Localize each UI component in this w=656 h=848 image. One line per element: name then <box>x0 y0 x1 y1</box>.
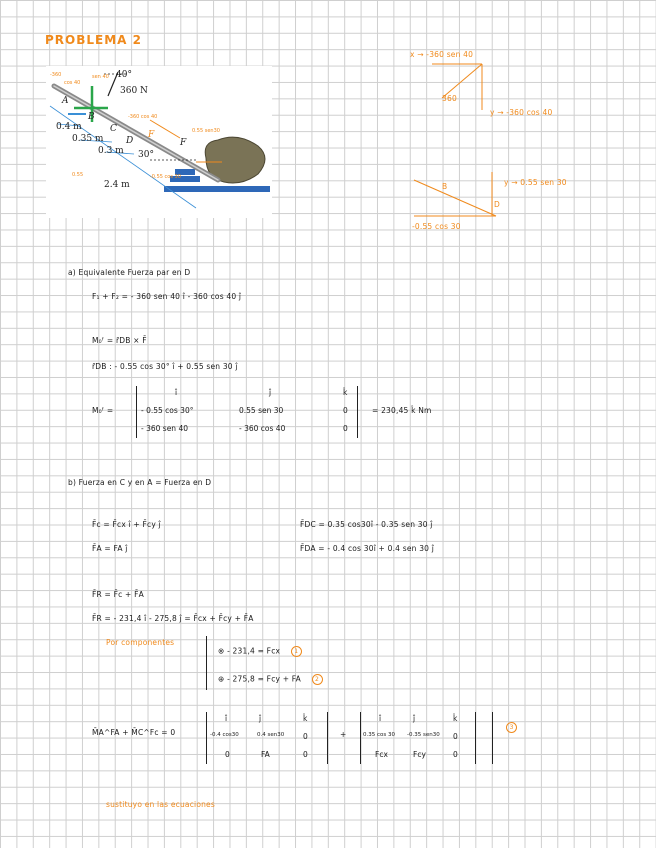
matrix-cell: - 0.55 cos 30° <box>141 406 194 415</box>
part-a-line3: r̄DB : - 0.55 cos 30° î + 0.55 sen 30 ĵ <box>92 362 238 371</box>
matrix-end-bar <box>492 712 493 764</box>
matrix-cell: 0 <box>225 750 230 759</box>
matrix-cell: 0 <box>303 732 308 741</box>
part-b-l1a: F̄c = F̄cx î + F̄cy ĵ <box>92 520 161 529</box>
dim-04: 0.4 m <box>56 122 82 132</box>
por-componentes: Por componentes <box>106 638 175 647</box>
footer-note: sustituyo en las ecuaciones <box>106 800 215 809</box>
force-label: 360 N <box>120 86 148 96</box>
part-b-l1b: F̄DC = 0.35 cos30î - 0.35 sen 30 ĵ <box>300 520 433 529</box>
matrix-cell: î <box>225 714 228 723</box>
moment-matrix <box>136 386 358 438</box>
component-eq1 <box>218 646 302 657</box>
side-d: D <box>494 200 500 209</box>
matrix-cell: k̂ <box>453 714 458 723</box>
matrix-cell: - 360 cos 40 <box>239 424 286 433</box>
moment-eq: M̄A^FA + M̄C^Fc = 0 <box>92 728 176 737</box>
matrix-cell: 0.4 sen30 <box>257 732 285 738</box>
base-plate <box>164 186 270 192</box>
matrix-cell: 0.55 sen 30 <box>239 406 284 415</box>
angle-top-label: 40° <box>116 70 132 80</box>
point-c-label: C <box>110 124 117 134</box>
side-b: B <box>442 182 448 191</box>
side-x2: -0.55 cos 30 <box>412 222 461 231</box>
matrix-cell: -0.35 sen30 <box>407 732 440 738</box>
moment-matrix-a <box>206 712 328 764</box>
annot-n3: sen 40 <box>92 74 109 80</box>
matrix-cell: 0 <box>303 750 308 759</box>
matrix-cell: ĵ <box>413 714 416 723</box>
side-sketch <box>400 40 620 240</box>
force-f-label: F <box>148 130 155 140</box>
part-b-l2a: F̄A = FA ĵ <box>92 544 128 553</box>
dim-035: 0.35 m <box>72 134 104 144</box>
side-y-comp: y → -360 cos 40 <box>490 108 553 117</box>
matrix-cell: Fcy <box>413 750 426 759</box>
part-b-l3: F̄R = F̄c + F̄A <box>92 590 144 599</box>
matrix-cell: k̂ <box>343 388 348 397</box>
angle-30-label: 30° <box>138 150 154 160</box>
matrix-cell: 0 <box>343 406 348 415</box>
side-x-comp: x → -360 sen 40 <box>410 50 474 59</box>
matrix-cell: 0 <box>453 732 458 741</box>
moment-matrix-c <box>360 712 476 764</box>
matrix-cell: Fcx <box>375 750 388 759</box>
eq3-number: 3 <box>506 722 517 733</box>
matrix-cell: î <box>175 388 178 397</box>
matrix-cell: 0 <box>343 424 348 433</box>
part-a-result: = 230,45 k̂ Nm <box>372 406 432 415</box>
point-a-label: A <box>62 96 69 106</box>
matrix-cell: k̂ <box>303 714 308 723</box>
side-y2: y → 0.55 sen 30 <box>504 178 567 187</box>
part-a-line1: F₁ + F₂ = - 360 sen 40 î - 360 cos 40 ĵ <box>92 292 242 301</box>
matrix-cell: - 360 sen 40 <box>141 424 188 433</box>
plus-sign: + <box>340 730 347 739</box>
part-a-mlabel: M₀ᶠ = <box>92 406 114 415</box>
part-a-heading: a) Equivalente Fuerza par en D <box>68 268 191 277</box>
annot-n2: cos 40 <box>64 80 81 86</box>
matrix-cell: î <box>379 714 382 723</box>
part-b-l2b: F̄DA = - 0.4 cos 30î + 0.4 sen 30 ĵ <box>300 544 435 553</box>
matrix-cell: 0.35 cos 30 <box>363 732 395 738</box>
eq2-number: 2 <box>312 674 323 685</box>
part-a-line2: M₀ᶠ = r̄DB × F̄ <box>92 336 147 345</box>
components-bracket <box>206 636 207 690</box>
component-eq2 <box>218 674 323 685</box>
part-b-heading: b) Fuerza en C y en A = Fuerza en D <box>68 478 212 487</box>
annot-n5: 0.55 sen30 <box>192 128 220 134</box>
matrix-cell: FA <box>261 750 270 759</box>
annot-n7: -0.55 cos 30 <box>150 174 181 180</box>
problem-figure <box>46 66 272 218</box>
component-eq1-text: ⊗ - 231,4 = Fcx <box>218 646 281 656</box>
matrix-cell: ĵ <box>269 388 272 397</box>
side-mag: 360 <box>442 94 457 103</box>
eq1-number: 1 <box>291 646 302 657</box>
matrix-cell: ĵ <box>259 714 262 723</box>
annot-n1: -360 <box>50 72 62 78</box>
page-title: PROBLEMA 2 <box>45 33 142 47</box>
component-eq2-text: ⊕ - 275,8 = Fcy + FA <box>218 674 301 684</box>
matrix-cell: 0 <box>453 750 458 759</box>
point-f-label: F <box>180 138 187 148</box>
point-d-label: D <box>126 136 134 146</box>
part-b-l4: F̄R = - 231,4 î - 275,8 ĵ = F̄cx + F̄cy + F̄A <box>92 614 254 623</box>
annot-n4: -360 cos 40 <box>128 114 158 120</box>
dim-24: 2.4 m <box>104 180 130 190</box>
point-b-label: B <box>88 112 95 122</box>
matrix-cell: -0.4 cos30 <box>210 732 239 738</box>
dim-03: 0.3 m <box>98 146 124 156</box>
annot-n6: 0.55 <box>72 172 84 178</box>
